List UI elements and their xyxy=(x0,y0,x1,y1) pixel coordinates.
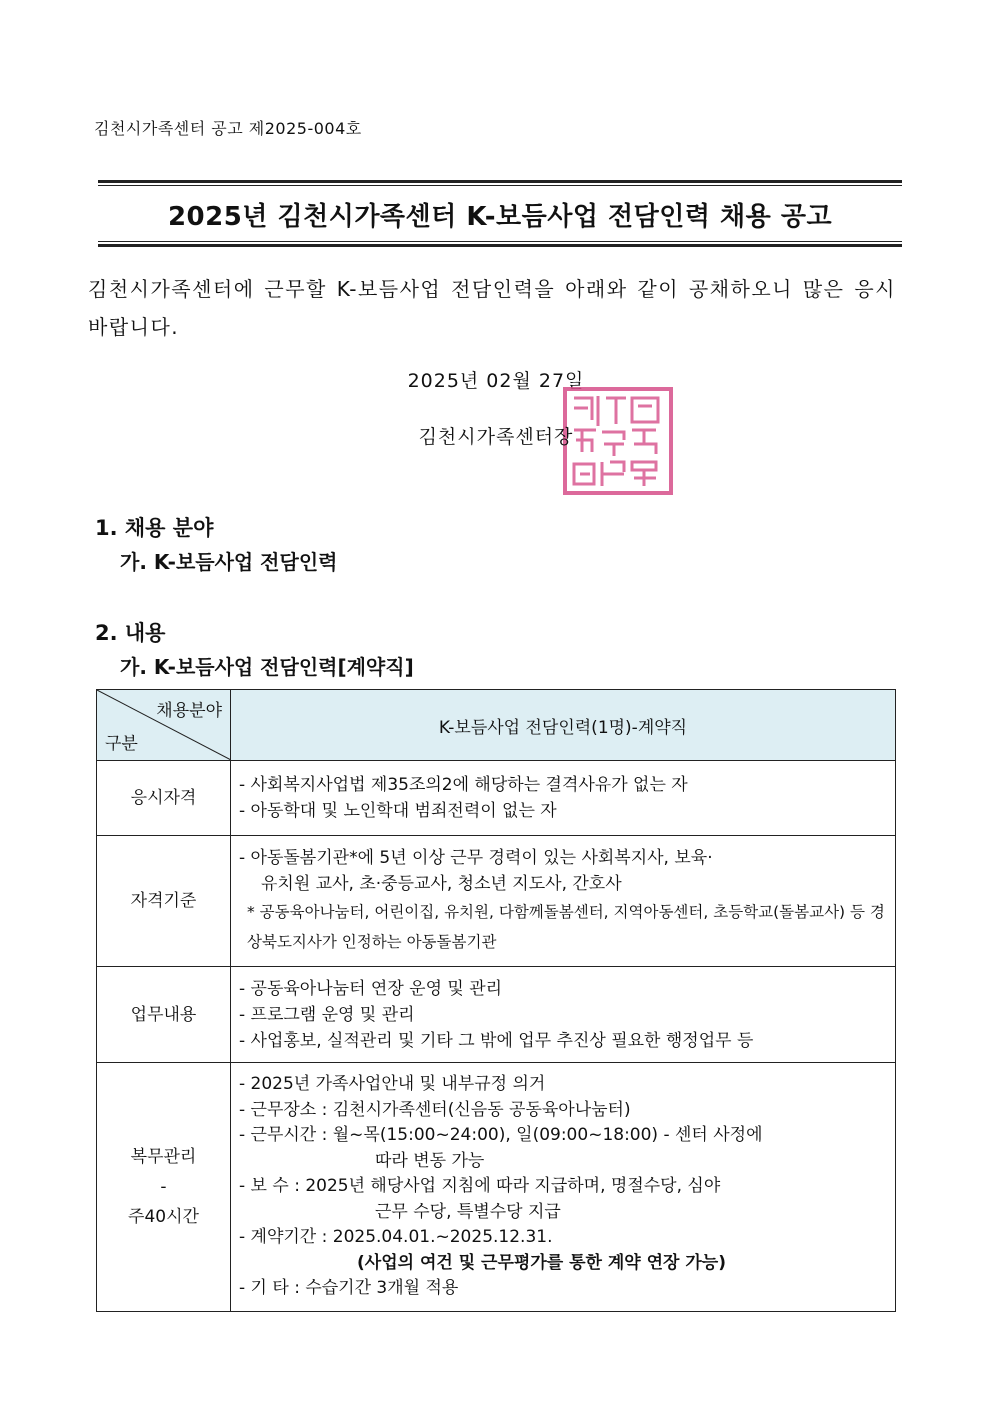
section1-heading: 1. 채용 분야 xyxy=(95,516,214,540)
row-content-service xyxy=(231,1063,896,1312)
list-item: - 사회복지사업법 제35조의2에 해당하는 결격사유가 없는 자 xyxy=(239,775,688,795)
intro-paragraph: 김천시가족센터에 근무할 K-보듬사업 전담인력을 아래와 같이 공채하오니 많은 응시바랍니다. xyxy=(88,277,896,339)
row-label-duties: 업무내용 xyxy=(97,967,231,1063)
list-item: - 아동돌봄기관*에 5년 이상 근무 경력이 있는 사회복지사, 보육· xyxy=(239,848,713,868)
section2-heading: 2. 내용 xyxy=(95,621,166,645)
row-label-service xyxy=(97,1063,231,1312)
row-content-eligibility xyxy=(231,761,896,836)
title-rule-top-thick xyxy=(98,180,902,183)
qualification-note: * 공동육아나눔터, 어린이집, 유치원, 다함께돌봄센터, 지역아동센터, 초등학교(돌봄교사) 등 경상북도지사가 인정하는 아동돌봄기관 xyxy=(247,903,885,951)
service-label-line1: 복무관리 xyxy=(130,1147,197,1167)
list-item: - 근무시간 : 월~목(15:00~24:00), 일(09:00~18:00) - 센터 사정에 xyxy=(239,1125,763,1146)
issuer-name: 김천시가족센터장 xyxy=(418,426,574,448)
list-item: - 프로그램 운영 및 관리 xyxy=(239,1004,415,1025)
list-item: - 아동학대 및 노인학대 범죄전력이 없는 자 xyxy=(239,801,557,821)
list-item-continuation: (사업의 여건 및 근무평가를 통한 계약 연장 가능) xyxy=(357,1252,726,1273)
row-content-duties xyxy=(231,967,896,1063)
title-rule-top-thin xyxy=(98,185,902,186)
list-item-continuation: 근무 수당, 특별수당 지급 xyxy=(375,1201,561,1222)
row-label-qualification: 자격기준 xyxy=(97,836,231,967)
table-corner-cell xyxy=(97,690,231,761)
service-label-line2: - xyxy=(160,1177,167,1197)
list-item-continuation: 유치원 교사, 초·중등교사, 청소년 지도사, 간호사 xyxy=(261,874,622,894)
row-label-eligibility: 응시자격 xyxy=(97,761,231,836)
list-item: - 계약기간 : 2025.04.01.~2025.12.31. xyxy=(239,1227,553,1248)
table-header-row xyxy=(97,690,896,761)
list-item: - 공동육아나눔터 연장 운영 및 관리 xyxy=(239,978,503,999)
page-title: 2025년 김천시가족센터 K-보듬사업 전담인력 채용 공고 xyxy=(167,202,833,232)
corner-bottom-label: 구분 xyxy=(105,734,138,754)
list-item: - 2025년 가족사업안내 및 내부규정 의거 xyxy=(239,1074,546,1095)
title-rule-bottom-thin xyxy=(98,241,902,242)
list-item: - 사업홍보, 실적관리 및 기타 그 밖에 업무 추진상 필요한 행정업무 등 xyxy=(239,1030,754,1051)
notice-date: 2025년 02월 27일 xyxy=(407,370,585,392)
corner-top-label: 채용분야 xyxy=(156,701,222,721)
list-item: - 기 타 : 수습기간 3개월 적용 xyxy=(239,1278,459,1299)
table-row xyxy=(97,967,896,1063)
table-row xyxy=(97,836,896,967)
list-item: - 보 수 : 2025년 해당사업 지침에 따라 지급하며, 명절수당, 심야 xyxy=(239,1176,721,1197)
list-item: - 근무장소 : 김천시가족센터(신음동 공동육아나눔터) xyxy=(239,1099,631,1120)
recruitment-table xyxy=(96,689,896,1312)
notice-number: 김천시가족센터 공고 제2025-004호 xyxy=(94,119,362,138)
title-rule-bottom-thick xyxy=(98,244,902,247)
service-label-line3: 주40시간 xyxy=(128,1207,199,1227)
section1-subheading: 가. K-보듬사업 전담인력 xyxy=(120,550,338,574)
table-header: K-보듬사업 전담인력(1명)-계약직 xyxy=(231,690,896,761)
table-row xyxy=(97,1063,896,1312)
row-content-qualification xyxy=(231,836,896,967)
list-item-continuation: 따라 변동 가능 xyxy=(375,1150,485,1171)
section2-subheading: 가. K-보듬사업 전담인력[계약직] xyxy=(120,655,414,679)
table-row xyxy=(97,761,896,836)
